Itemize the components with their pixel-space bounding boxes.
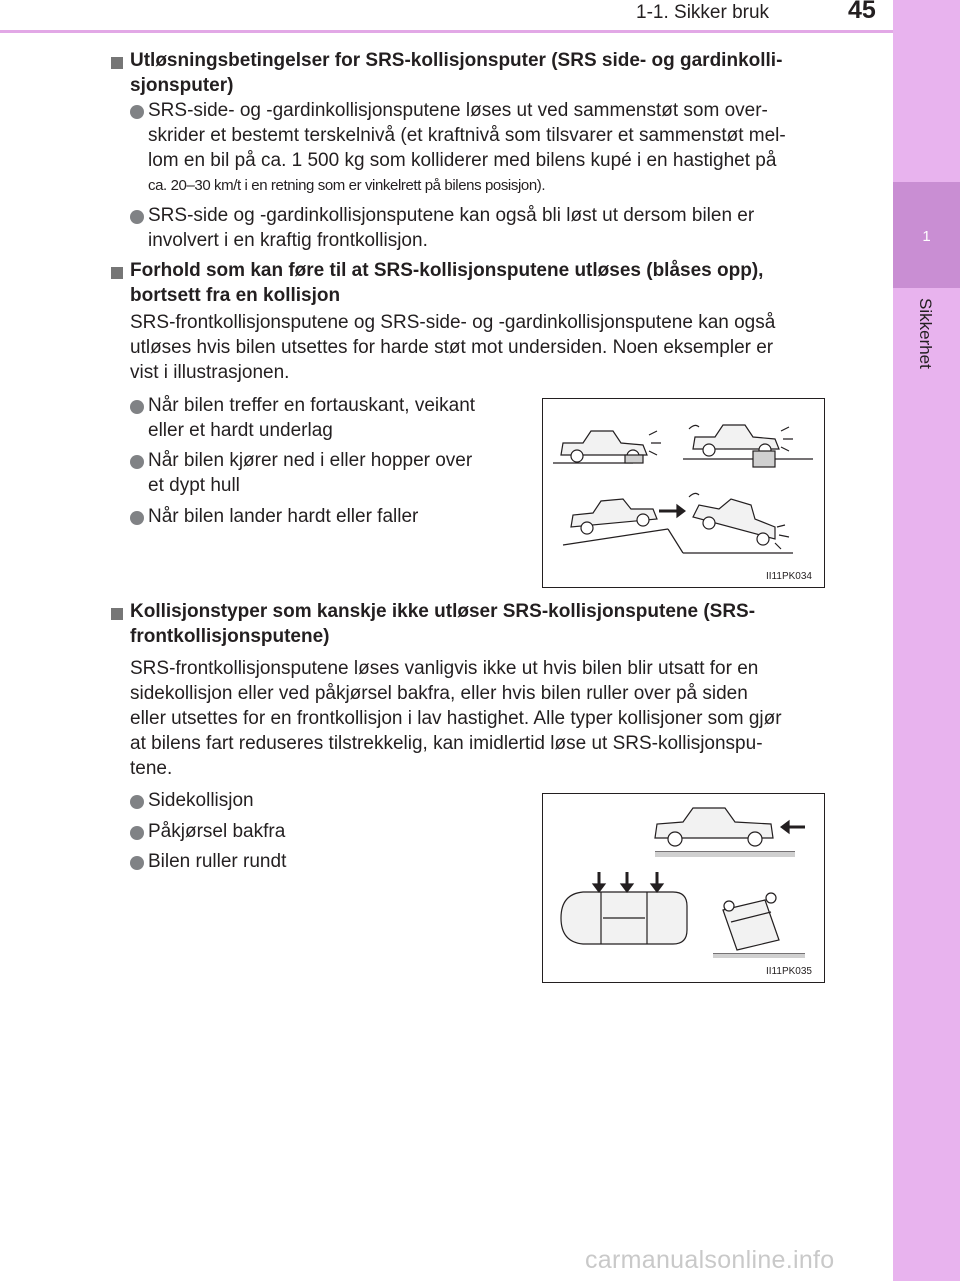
page-number: 45 (848, 0, 876, 24)
bullet-dot-icon (130, 210, 144, 224)
heading-line: Forhold som kan føre til at SRS-kollisjonsputene utløses (blåses opp), (130, 260, 764, 281)
heading-line: Utløsningsbetingelser for SRS-kollisjonsputer (SRS side- og gardinkolli- (130, 50, 783, 71)
section3-heading (130, 599, 853, 649)
section1-bullet1 (148, 98, 851, 198)
text-line: eller et hardt underlag (148, 420, 333, 441)
text-line: vist i illustrasjonen. (130, 362, 290, 383)
heading-line: bortsett fra en kollisjon (130, 285, 341, 306)
heading-square-icon (111, 267, 123, 279)
section2-bullet2 (148, 448, 522, 498)
bullet-dot-icon (130, 511, 144, 525)
text-line: ca. 20–30 km/t i en retning som er vinkelrett på bilens posisjon). (148, 177, 546, 194)
text-line: SRS-frontkollisjonsputene løses vanligvis ikke ut hvis bilen blir utsatt for en (130, 658, 759, 679)
section2-bullet3: Når bilen lander hardt eller faller (148, 506, 419, 527)
figure-code: II11PK035 (766, 966, 812, 977)
bullet-dot-icon (130, 826, 144, 840)
bullet-dot-icon (130, 455, 144, 469)
text-line: SRS-frontkollisjonsputene og SRS-side- og -gardinkollisjonsputene kan også (130, 312, 776, 333)
text-line: involvert i en kraftig frontkollisjon. (148, 230, 428, 251)
text-line: Når bilen treffer en fortauskant, veikant (148, 395, 476, 416)
heading-square-icon (111, 57, 123, 69)
figure-code: II11PK034 (766, 571, 812, 582)
illustration-non-deploy-collisions (542, 793, 825, 983)
heading-square-icon (111, 608, 123, 620)
text-line: at bilens fart reduseres tilstrekkelig, kan imidlertid løse ut SRS-kollisjonspu- (130, 733, 763, 754)
text-line: lom en bil på ca. 1 500 kg som kolliderer med bilens kupé i en hastighet på (148, 150, 777, 171)
text-line: SRS-side- og -gardinkollisjonsputene løses ut ved sammenstøt som over- (148, 100, 768, 121)
bullet-dot-icon (130, 856, 144, 870)
section3-bullet3: Bilen ruller rundt (148, 851, 287, 872)
section3-bullet2: Påkjørsel bakfra (148, 821, 286, 842)
chapter-label: Sikkerhet (916, 298, 935, 369)
text-line: sidekollisjon eller ved påkjørsel bakfra, eller hvis bilen ruller over på siden (130, 683, 748, 704)
heading-line: Kollisjonstyper som kanskje ikke utløser SRS-kollisjonsputene (SRS- (130, 601, 756, 622)
chapter-number: 1 (922, 228, 931, 245)
section3-bullet1: Sidekollisjon (148, 790, 254, 811)
collision-types-illustration (543, 794, 824, 982)
bullet-dot-icon (130, 400, 144, 414)
text-line: eller utsettes for en frontkollisjon i lav hastighet. Alle typer kollisjoner som gjør (130, 708, 782, 729)
heading-line: sjonsputer) (130, 75, 234, 96)
truck-impact-illustration (543, 399, 824, 587)
bullet-dot-icon (130, 795, 144, 809)
section2-heading (130, 258, 853, 308)
illustration-impact-underside (542, 398, 825, 588)
text-line: utløses hvis bilen utsettes for harde støt mot undersiden. Noen eksempler er (130, 337, 774, 358)
section1-heading (130, 48, 853, 98)
header-rule (0, 30, 893, 33)
section2-bullet1 (148, 393, 522, 443)
bullet-dot-icon (130, 105, 144, 119)
text-line: skrider et bestemt terskelnivå (et kraftnivå som tilsvarer et sammenstøt mel- (148, 125, 786, 146)
section-title: 1-1. Sikker bruk (636, 2, 770, 23)
text-line: SRS-side og -gardinkollisjonsputene kan også bli løst ut dersom bilen er (148, 205, 755, 226)
watermark: carmanualsonline.info (585, 1246, 835, 1274)
section3-body (130, 656, 842, 781)
heading-line: frontkollisjonsputene) (130, 626, 330, 647)
text-line: et dypt hull (148, 475, 240, 496)
text-line: Når bilen kjører ned i eller hopper over (148, 450, 473, 471)
section1-bullet2 (148, 203, 851, 253)
section2-body (130, 310, 853, 385)
text-line: tene. (130, 758, 173, 779)
